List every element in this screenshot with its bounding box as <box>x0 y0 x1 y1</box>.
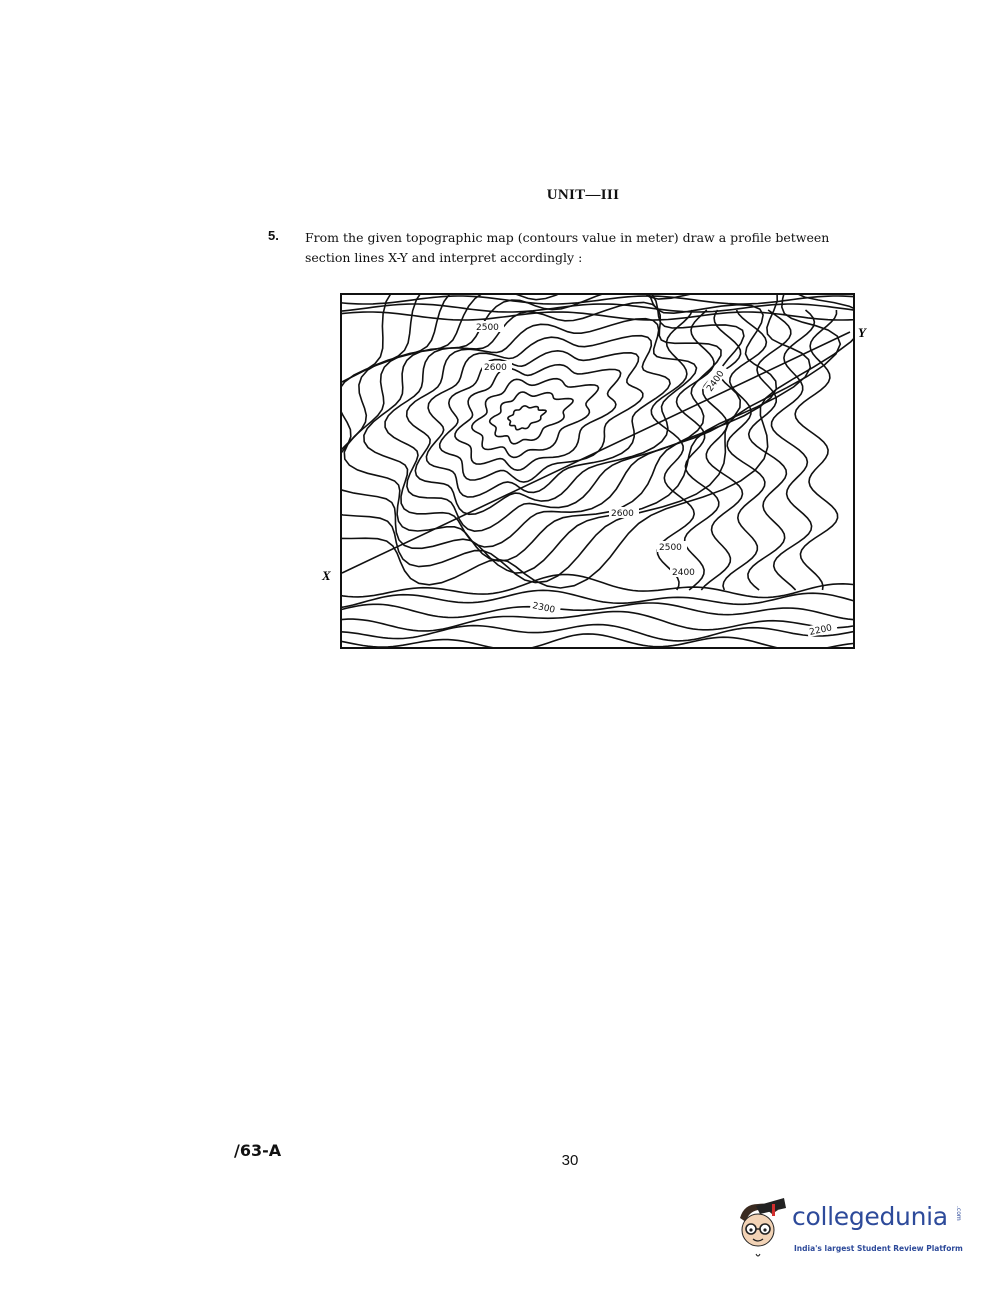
contour-band <box>338 590 858 608</box>
contour-label-2400-lower: 2400 <box>672 568 695 578</box>
collegedunia-logo <box>736 1196 966 1266</box>
contour-band <box>338 603 858 620</box>
topographic-map-svg <box>318 290 878 660</box>
contour-lines <box>318 290 865 651</box>
contour-ring <box>344 290 776 561</box>
logo-mascot-icon <box>736 1196 790 1262</box>
contour-zigzag <box>723 310 766 590</box>
section-label-x: X <box>322 568 331 583</box>
question-line-2: section lines X-Y and interpret accordingly : <box>305 250 583 265</box>
topographic-map <box>318 290 878 660</box>
question-number: 5. <box>268 228 279 243</box>
section-label-y: Y <box>858 325 866 340</box>
contour-zigzag <box>748 310 791 590</box>
contour-label-2400-upper: 2400 <box>705 369 727 394</box>
contour-label-2500-lower: 2500 <box>659 543 682 553</box>
contour-label-2200: 2200 <box>808 623 834 638</box>
contour-top <box>338 304 858 312</box>
contour-label-2600-top: 2600 <box>484 363 507 373</box>
question-text <box>305 228 895 268</box>
contour-ring <box>455 365 621 471</box>
section-line <box>342 332 850 573</box>
contour-band <box>338 575 858 598</box>
unit-heading: UNIT—III <box>546 187 620 203</box>
contour-ring <box>508 406 546 430</box>
contour-band <box>338 612 858 631</box>
logo-tagline: India's largest Student Review Platform <box>794 1244 963 1253</box>
paper-code: /63-A <box>234 1141 282 1160</box>
page-number: 30 <box>561 1152 579 1169</box>
contour-ring <box>364 290 744 547</box>
question-line-1: From the given topographic map (contours value in meter) draw a profile between <box>305 230 830 245</box>
logo-domain-suffix: .com <box>955 1206 962 1221</box>
contour-ring <box>490 392 573 444</box>
logo-wordmark: collegedunia <box>792 1202 948 1231</box>
contour-label-2600-lower: 2600 <box>611 509 634 519</box>
contour-band <box>338 625 858 641</box>
contour-zigzag <box>795 310 838 590</box>
contour-label-2300: 2300 <box>531 601 556 616</box>
contour-label-2500-top: 2500 <box>476 323 499 333</box>
